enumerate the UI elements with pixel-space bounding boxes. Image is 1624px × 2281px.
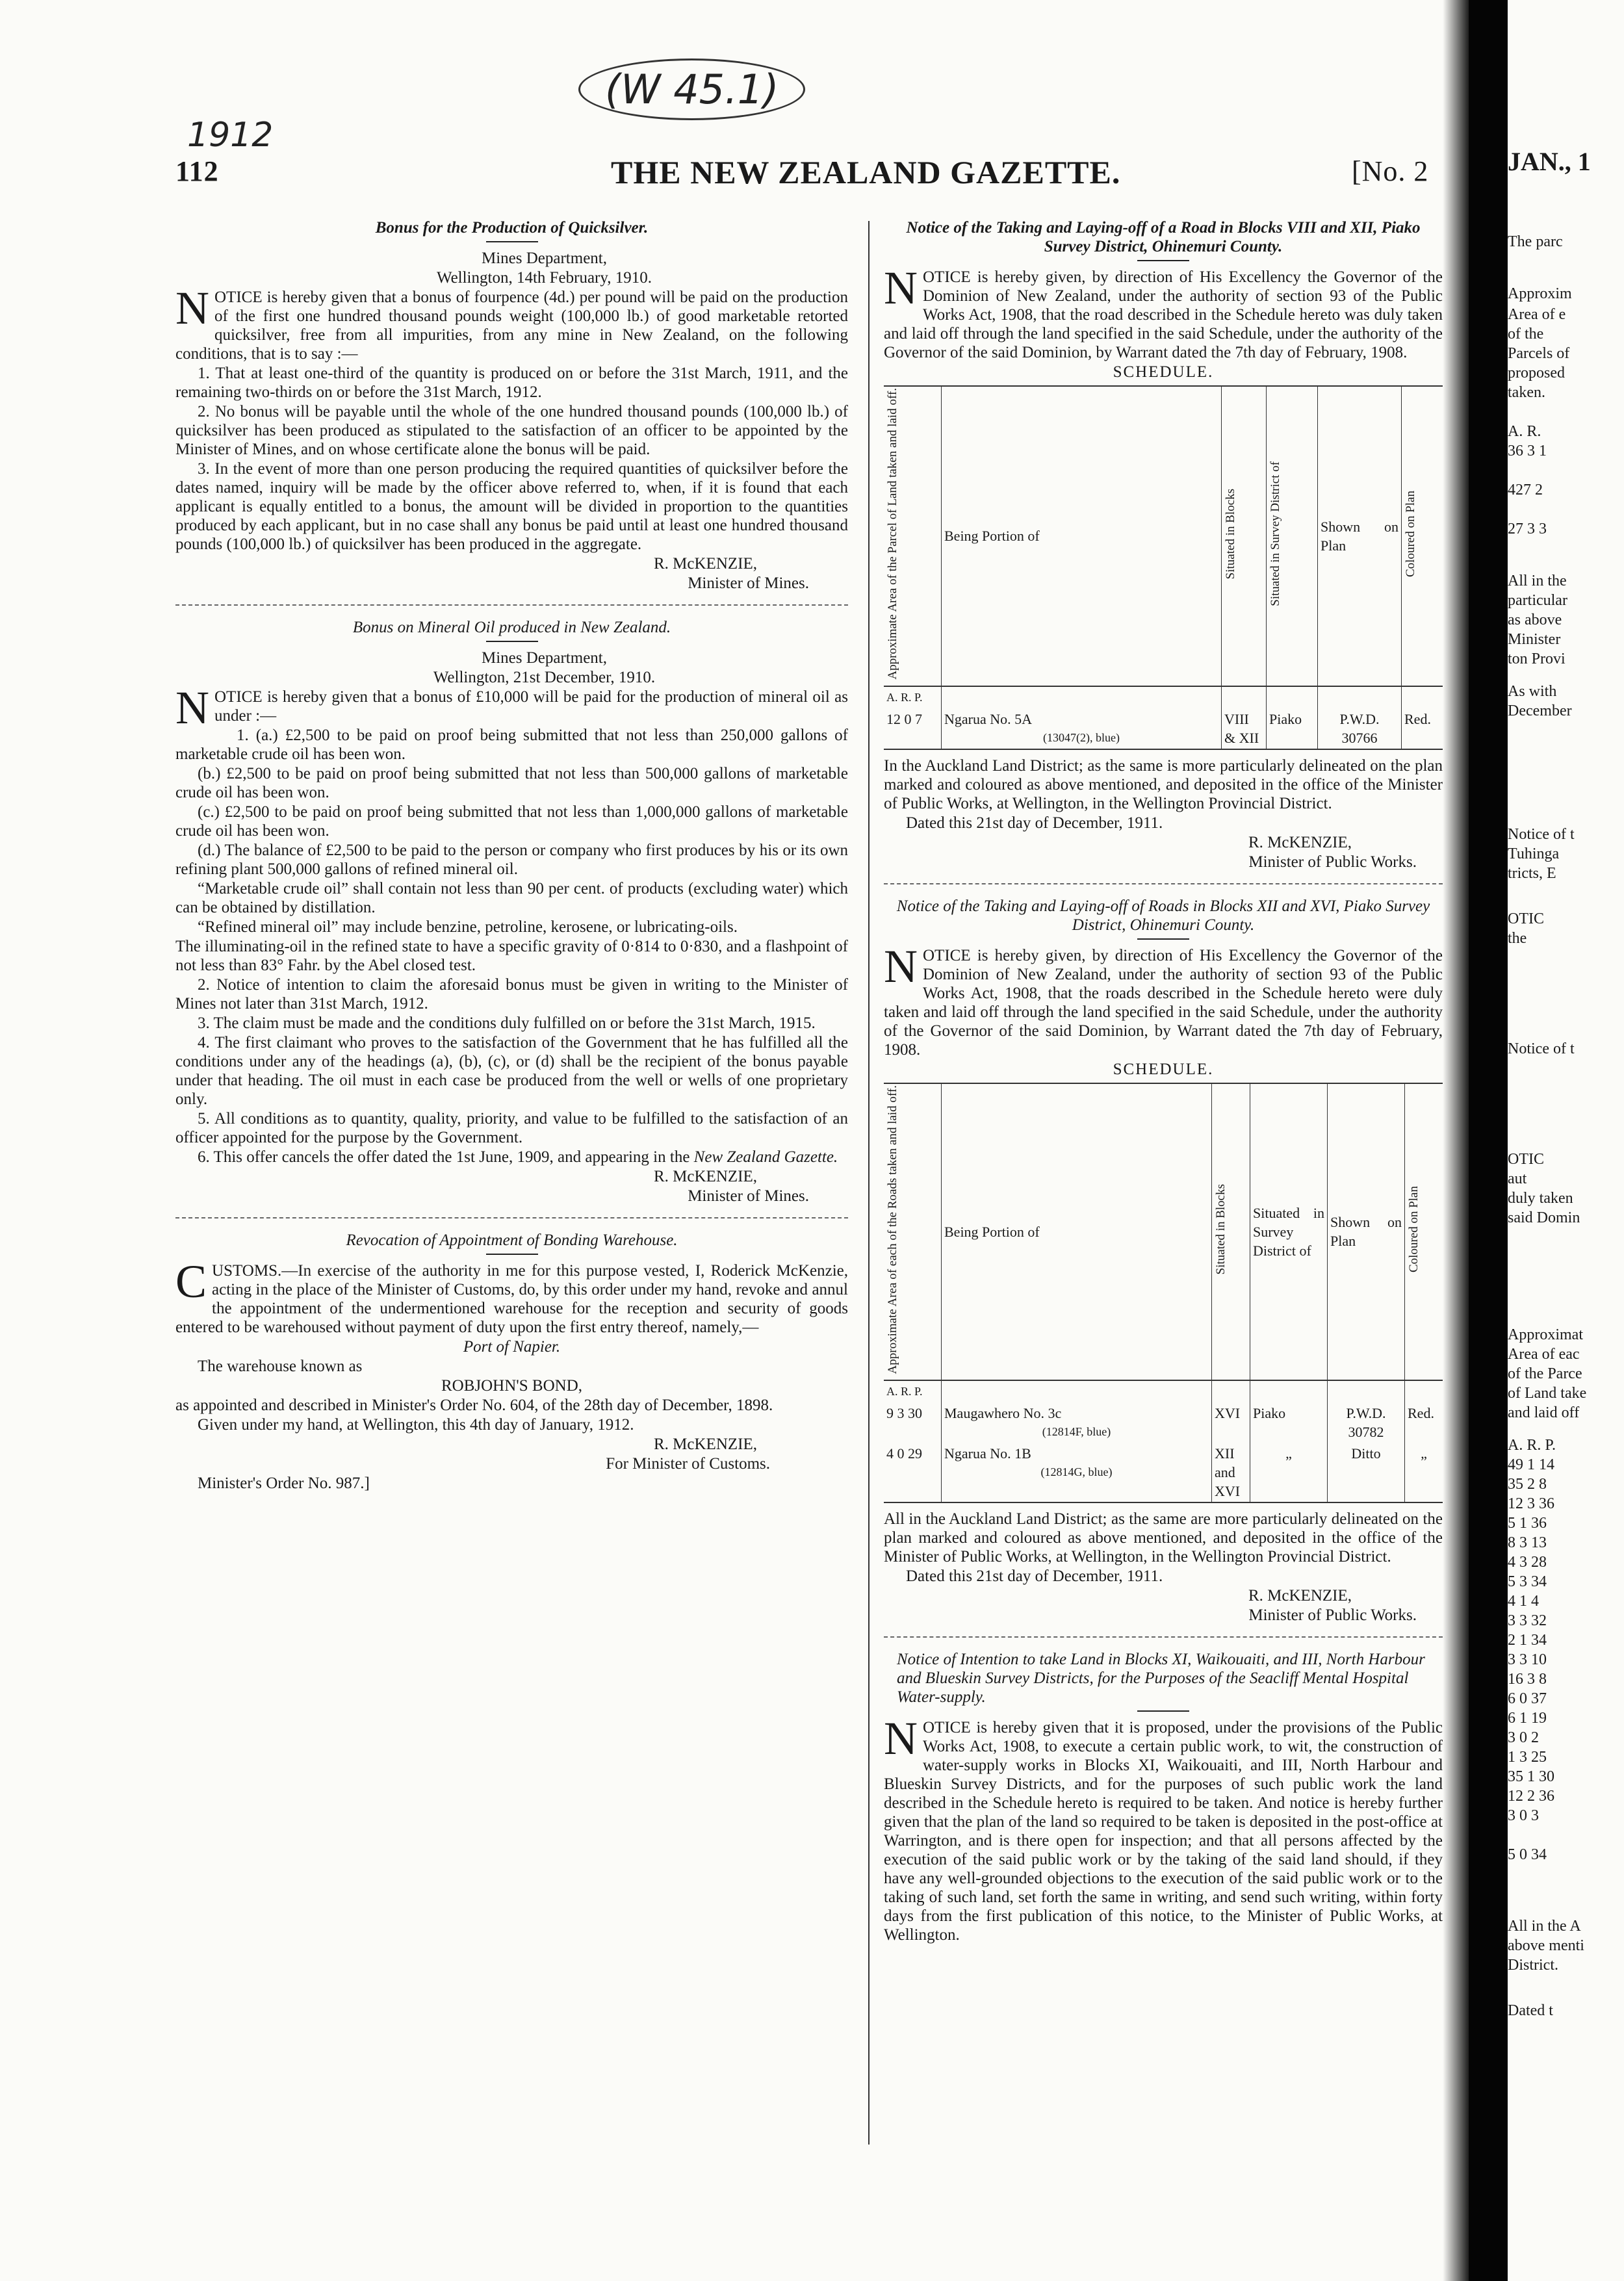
quicksilver-signer-title: Minister of Mines. (688, 574, 809, 592)
edge-line: 5 3 34 (1508, 1573, 1547, 1590)
revocation-intro: CUSTOMS.—In exercise of the authority in me for this purpose vested, I, Roderick McKenzie, acting in the place of the Minister of Customs, do, by this order under my hand, revoke and annul the appointment of the undermentioned warehouse for the reception and security of goods entered to be warehoused without payment of duty upon the first entry thereof, namely,— (175, 1256, 848, 1336)
edge-line: Tuhinga (1508, 845, 1560, 862)
column-header: Situated in Blocks (1222, 386, 1267, 686)
edge-line: Approxim (1508, 285, 1572, 302)
gazette-title: THE NEW ZEALAND GAZETTE. (611, 154, 1121, 190)
edge-line: Dated t (1508, 2002, 1553, 2019)
quicksilver-notice (175, 218, 848, 593)
edge-line: Notice of t (1508, 1040, 1575, 1057)
road1-signer-title: Minister of Public Works. (1248, 853, 1417, 871)
edge-line: Minister (1508, 631, 1561, 648)
issue-number: [No. 2 (1352, 155, 1429, 187)
colour-cell: Red. (1402, 708, 1443, 749)
edge-line: Parcels of (1508, 345, 1570, 362)
revocation-order-no: Minister's Order No. 987.] (198, 1475, 370, 1492)
mineral-oil-definition-1: “Marketable crude oil” shall contain not less than 90 per cent. of products (excluding water) which can be obtained by distillation. (175, 880, 848, 916)
mineral-oil-para-2: 2. Notice of intention to claim the aforesaid bonus must be given in writing to the Minister of Mines not later than 31st March, 1912. (175, 976, 848, 1012)
road2-after: All in the Auckland Land District; as the same are more particularly delineated on the plan marked and coloured as above mentioned, and deposited in the office of the Minister of Public Works, at Wellington, in the Wellington Provincial District. (884, 1510, 1443, 1566)
edge-line: as above (1508, 612, 1562, 628)
edge-line: All in the (1508, 573, 1567, 589)
road1-intro: NOTICE is hereby given, by direction of His Excellency the Governor of the Dominion of New Zealand, under the authority of section 93 of the Public Works Act, 1908, that the road described in the Schedule hereto was duly taken and laid off through the land specified in the said Schedule, under the authority of the Governor of the said Dominion, by Warrant dated the 7th day of February, 1908. (884, 262, 1443, 361)
dropcap: N (884, 1712, 918, 1765)
mineral-oil-heading: Bonus on Mineral Oil produced in New Zealand. (352, 619, 671, 636)
edge-line: 36 3 1 (1508, 443, 1547, 459)
edge-line: particular (1508, 592, 1567, 609)
short-rule (486, 641, 538, 642)
edge-line: OTIC (1508, 1151, 1544, 1168)
catalogue-annotation: (W 45.1) (578, 58, 805, 120)
column-header: Coloured on Plan (1405, 1083, 1443, 1380)
edge-line: December (1508, 702, 1572, 719)
road2-dated: Dated this 21st day of December, 1911. (906, 1567, 1163, 1586)
column-header: Shown on Plan (1318, 386, 1402, 686)
edge-line: 4 1 4 (1508, 1593, 1539, 1610)
road1-notice (884, 218, 1443, 871)
next-page-fragment (1508, 0, 1624, 2281)
district-cell: Piako (1250, 1402, 1328, 1443)
mineral-oil-clause-a: 1. (a.) £2,500 to be paid on proof being submitted that not less than 250,000 gallons of marketable crude oil has been won. (175, 727, 848, 763)
mineral-oil-notice (175, 618, 848, 1205)
portion-cell: Ngarua No. 1B (12814G, blue) (942, 1443, 1212, 1502)
edge-line: Area of e (1508, 306, 1566, 323)
quicksilver-condition-1: 1. That at least one-third of the quantity is produced on or before the 31st March, 1911, and the remaining two-thirds on or before the 31st March, 1912. (175, 365, 848, 401)
road1-dated: Dated this 21st day of December, 1911. (906, 814, 1163, 832)
section-divider (175, 604, 848, 606)
column-header: Being Portion of (942, 386, 1222, 686)
quicksilver-intro: NOTICE is hereby given that a bonus of fourpence (4d.) per pound will be paid on the production of the first one hundred thousand pounds weight (100,000 lb.) of good marketable retorted quicksilver, free from all impurities, from any mine in New Zealand, on the following conditions, that is to say :— (175, 282, 848, 363)
short-rule (486, 241, 538, 242)
plan-cell: Ditto (1328, 1443, 1405, 1502)
revocation-known-as: The warehouse known as (198, 1358, 363, 1375)
dropcap: N (884, 940, 918, 992)
mineral-oil-definition-2: “Refined mineral oil” may include benzine, petroline, kerosene, or lubricating-oils. (198, 918, 738, 936)
edge-line: proposed (1508, 365, 1565, 381)
edge-line: All in the A (1508, 1918, 1581, 1935)
road1-heading: Notice of the Taking and Laying-off of a Road in Blocks VIII and XII, Piako Survey District, Ohinemuri County. (906, 219, 1421, 255)
mineral-oil-signer: R. McKENZIE, (654, 1168, 757, 1185)
section-divider (175, 1217, 848, 1219)
mineral-oil-para-6: 6. This offer cancels the offer dated the 1st June, 1909, and appearing in the New Zealand Gazette. (198, 1148, 838, 1166)
edge-line: A. R. P. (1508, 1437, 1556, 1454)
quicksilver-heading: Bonus for the Production of Quicksilver. (375, 219, 649, 237)
quicksilver-condition-2: 2. No bonus will be payable until the whole of the one hundred thousand pounds (100,000 lb.) of quicksilver has been produced as stipulated to the satisfaction of an officer to be appointed by the Minister of Mines, and on whose certificate alone the bonus will be paid. (175, 403, 848, 458)
edge-line: ton Provi (1508, 651, 1566, 667)
area-cell: 9 3 30 (886, 1405, 922, 1422)
mineral-oil-para-3: 3. The claim must be made and the conditions duly fulfilled on or before the 31st March, 1915. (198, 1014, 816, 1032)
road2-schedule-table (884, 1083, 1443, 1503)
mineral-oil-definition-3: The illuminating-oil in the refined state to have a specific gravity of 0·814 to 0·830, and a flashpoint of not less than 83° Fahr. by the Abel closed test. (175, 938, 848, 974)
dropcap: N (175, 682, 209, 734)
dropcap: N (175, 282, 209, 334)
table-row (884, 1380, 1443, 1402)
dropcap: C (175, 1256, 207, 1308)
right-column (884, 218, 1443, 1945)
edge-line: 5 1 36 (1508, 1515, 1547, 1532)
edge-line: 4 3 28 (1508, 1554, 1547, 1571)
revocation-bond-name: ROBJOHN'S BOND, (441, 1377, 583, 1395)
units-cell: A. R. P. (886, 1385, 923, 1398)
road2-signer: R. McKENZIE, (1248, 1587, 1352, 1605)
edge-line: 16 3 8 (1508, 1671, 1547, 1688)
road2-heading: Notice of the Taking and Laying-off of Roads in Blocks XII and XVI, Piako Survey District, Ohinemuri County. (896, 897, 1430, 934)
road2-notice (884, 897, 1443, 1625)
column-header: Approximate Area of the Parcel of Land taken and laid off. (884, 386, 942, 686)
district-cell: Piako (1267, 708, 1318, 749)
edge-line: 35 1 30 (1508, 1768, 1554, 1785)
edge-line: and laid off (1508, 1404, 1580, 1421)
blocks-cell: XII and XVI (1212, 1443, 1250, 1502)
short-rule (1137, 938, 1189, 940)
road1-signer: R. McKENZIE, (1248, 833, 1352, 851)
column-header: Shown on Plan (1328, 1083, 1405, 1380)
colour-cell: Red. (1405, 1402, 1443, 1443)
road2-signer-title: Minister of Public Works. (1248, 1606, 1417, 1625)
quicksilver-date: Wellington, 14th February, 1910. (436, 269, 652, 287)
edge-line: above menti (1508, 1937, 1584, 1954)
column-header: Situated in Survey District of (1267, 386, 1318, 686)
plan-cell: P.W.D. 30782 (1328, 1402, 1405, 1443)
edge-line: 12 2 36 (1508, 1788, 1554, 1805)
edge-line: 2 1 34 (1508, 1632, 1547, 1649)
mineral-oil-intro: NOTICE is hereby given that a bonus of £10,000 will be paid for the production of mineral oil as under :— (175, 682, 848, 734)
road1-after: In the Auckland Land District; as the same is more particularly delineated on the plan marked and coloured as above mentioned, and deposited in the office of the Minister of Public Works, at Wellington, in the Wellington Provincial District. (884, 756, 1443, 812)
edge-line: tricts, E (1508, 865, 1556, 882)
quicksilver-condition-3: 3. In the event of more than one person producing the required quantities of quicksilver before the dates named, inquiry will be made by the officer above referred to, when, if it is found that each applicant is equally entitled to a bonus, the amount will be divided in proportion to the quantities produced by each applicant, but in no case shall any bonus be paid until at least one hundred thousand pounds (100,000 lb.) of quicksilver has been produced in the aggregate. (175, 460, 848, 553)
column-header: Coloured on Plan (1402, 386, 1443, 686)
edge-line: 6 0 37 (1508, 1690, 1547, 1707)
edge-date: JAN., 1 (1508, 147, 1591, 176)
edge-line: 27 3 3 (1508, 521, 1547, 537)
area-cell: 4 0 29 (884, 1443, 942, 1502)
revocation-notice (175, 1231, 848, 1493)
section-divider (884, 1636, 1443, 1638)
plan-cell: P.W.D. 30766 (1318, 708, 1402, 749)
edge-line: 427 2 (1508, 482, 1543, 498)
mineral-oil-clause-c: (c.) £2,500 to be paid on proof being submitted that not less than 1,000,000 gallons of marketable crude oil has been won. (175, 803, 848, 840)
column-header: Situated in Blocks (1212, 1083, 1250, 1380)
revocation-heading: Revocation of Appointment of Bonding Warehouse. (346, 1231, 678, 1249)
road1-schedule-table (884, 385, 1443, 750)
edge-line: 35 2 8 (1508, 1476, 1547, 1493)
revocation-signer: R. McKENZIE, (654, 1436, 757, 1453)
edge-line: The parc (1508, 233, 1563, 250)
mineral-oil-clause-d: (d.) The balance of £2,500 to be paid to the person or company who first produces by his or its own refining plant 500,000 gallons of refined mineral oil. (175, 842, 848, 878)
edge-line: taken. (1508, 384, 1545, 401)
road2-intro: NOTICE is hereby given, by direction of His Excellency the Governor of the Dominion of New Zealand, under the authority of section 93 of the Public Works Act, 1908, that the roads described in the Schedule hereto were duly taken and laid off through the land specified in the said Schedule, under the authority of the Governor of the said Dominion, by Warrant dated the 7th day of February, 1908. (884, 940, 1443, 1059)
section-divider (884, 883, 1443, 885)
revocation-appointed: as appointed and described in Minister's Order No. 604, of the 28th day of December, 1898. (175, 1397, 773, 1414)
road2-schedule-title: SCHEDULE. (1113, 1060, 1214, 1078)
column-header: Situated in Survey District of (1250, 1083, 1328, 1380)
colour-cell: „ (1405, 1443, 1443, 1502)
mineral-oil-clause-b: (b.) £2,500 to be paid on proof being submitted that not less than 500,000 gallons of marketable crude oil has been won. (175, 765, 848, 801)
edge-line: 49 1 14 (1508, 1456, 1554, 1473)
edge-line: 1 3 25 (1508, 1749, 1547, 1766)
edge-line: aut (1508, 1170, 1527, 1187)
dropcap: N (884, 262, 918, 314)
edge-line: District. (1508, 1957, 1558, 1974)
table-row (884, 686, 1443, 708)
edge-line: said Domin (1508, 1209, 1580, 1226)
edge-line: duly taken (1508, 1190, 1573, 1207)
mineral-oil-dept: Mines Department, (481, 649, 607, 667)
short-rule (1137, 260, 1189, 261)
portion-cell: Ngarua No. 5A (13047(2), blue) (942, 708, 1222, 749)
short-rule (486, 1254, 538, 1255)
edge-line: Area of eac (1508, 1346, 1580, 1363)
quicksilver-signer: R. McKENZIE, (654, 555, 757, 573)
edge-line: the (1508, 930, 1527, 947)
edge-line: of Land take (1508, 1385, 1587, 1402)
year-annotation: 1912 (187, 116, 274, 155)
intention-intro: NOTICE is hereby given that it is proposed, under the provisions of the Public Works Act, 1908, to execute a certain public work, to wit, the construction of water-supply works in Blocks XI, Waikouaiti, and III, North Harbour and Blueskin Survey Districts, and for the purposes of such public work the land described in the Schedule hereto is required to be taken. And notice is hereby further given that the plan of the land so required to be taken is deposited in the post-office at Warrington, and is there open for inspection; and that all persons affected by the execution of the said public work or by the taking of the said land should, if they have any well-grounded objections to the execution of the said public work or to the taking of such land, set forth the same in writing, and send such writing, within forty days from the first publication of this notice, to the Minister of Public Works, at Wellington. (884, 1712, 1443, 1944)
revocation-signer-title: For Minister of Customs. (606, 1455, 770, 1473)
edge-line: of the (1508, 326, 1544, 342)
edge-line: 3 3 10 (1508, 1651, 1547, 1668)
page-number: 112 (175, 155, 219, 187)
edge-line: 3 3 32 (1508, 1612, 1547, 1629)
edge-line: of the Parce (1508, 1365, 1582, 1382)
column-divider (868, 221, 870, 2145)
portion-cell: Maugawhero No. 3c (12814F, blue) (942, 1402, 1212, 1443)
table-row (884, 1402, 1443, 1443)
mineral-oil-para-4: 4. The first claimant who proves to the satisfaction of the Government that he has fulfilled all the conditions under any of the headings (a), (b), (c), or (d) shall be the recipient of the bonus payable under that heading. The oil must in each case be produced from the well or wells of one proprietary only. (175, 1034, 848, 1108)
intention-notice (884, 1650, 1443, 1944)
edge-line: OTIC (1508, 910, 1544, 927)
units-cell: A. R. P. (886, 690, 923, 704)
edge-line: 6 1 19 (1508, 1710, 1547, 1727)
edge-line: A. R. (1508, 423, 1541, 440)
district-cell: „ (1250, 1443, 1328, 1502)
edge-line: 3 0 3 (1508, 1807, 1539, 1824)
short-rule (1137, 1710, 1189, 1712)
intention-heading: Notice of Intention to take Land in Blocks XI, Waikouaiti, and III, North Harbour and Blueskin Survey Districts, for the Purposes of the Seacliff Mental Hospital Water-supply. (897, 1651, 1425, 1707)
area-cell: 12 0 7 (884, 708, 942, 749)
mineral-oil-date: Wellington, 21st December, 1910. (433, 669, 656, 686)
edge-line: 12 3 36 (1508, 1495, 1554, 1512)
edge-line: 3 0 2 (1508, 1729, 1539, 1746)
edge-line: 5 0 34 (1508, 1846, 1547, 1863)
column-header: Being Portion of (942, 1083, 1212, 1380)
revocation-given: Given under my hand, at Wellington, this 4th day of January, 1912. (198, 1416, 634, 1434)
edge-line: Notice of t (1508, 826, 1575, 843)
left-column (175, 218, 848, 1493)
edge-line: As with (1508, 683, 1557, 700)
table-row (884, 708, 1443, 749)
mineral-oil-signer-title: Minister of Mines. (688, 1187, 809, 1205)
blocks-cell: VIII & XII (1222, 708, 1267, 749)
quicksilver-dept: Mines Department, (481, 250, 607, 267)
table-row (884, 1443, 1443, 1502)
column-header: Approximate Area of each of the Roads taken and laid off. (884, 1083, 942, 1380)
mineral-oil-para-5: 5. All conditions as to quantity, quality, priority, and value to be fulfilled to the satisfaction of an officer appointed for the purpose by the Government. (175, 1110, 848, 1146)
blocks-cell: XVI (1212, 1402, 1250, 1443)
edge-line: Approximat (1508, 1326, 1583, 1343)
edge-line: 8 3 13 (1508, 1534, 1547, 1551)
revocation-port: Port of Napier. (463, 1338, 561, 1356)
road1-schedule-title: SCHEDULE. (1113, 363, 1214, 381)
binding-gutter (1469, 0, 1508, 2281)
